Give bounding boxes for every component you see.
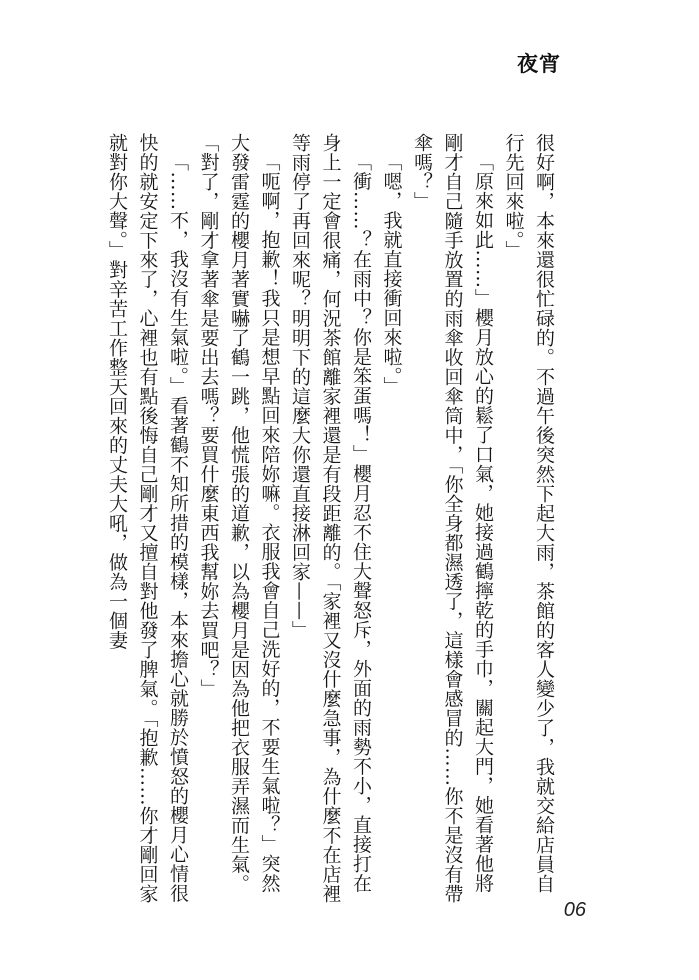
paragraph-2: 「原來如此……」櫻月放心的鬆了口氣，她接過鶴擰乾的手巾，關起大門，她看著他將剛才自己隨手放置的雨傘收回傘筒中，「你全身都濕透了，這樣會感冒的……你不是沒有帶傘嗎？」 [411, 133, 494, 904]
page-number: 06 [563, 899, 586, 921]
chapter-title: 夜宵 [517, 52, 561, 76]
paragraph-6: 「……不，我沒有生氣啦。」看著鶴不知所措的模樣，本來擔心就勝於憤怒的櫻月心情很快的就安定下來了，心裡也有點後悔自己剛才又擅自對他發了脾氣。「抱歉……你才剛回家就對你大聲。」對辛苦工作整天回來的丈夫大吼，做為一個妻 [106, 133, 189, 904]
paragraph-4: 「衝……？在雨中？你是笨蛋嗎！」櫻月忍不住大聲怒斥，外面的雨勢不小，直接打在身上一定會很痛，何況茶館離家裡還是有段距離的。「家裡又沒什麼急事，為什麼不在店裡等雨停了再回來呢？明明下的這麼大你還直接淋回家——」 [289, 133, 372, 904]
paragraph-5: 「呃啊，抱歉！我只是想早點回來陪妳嘛。衣服我會自己洗好的，不要生氣啦？」突然大發雷霆的櫻月著實嚇了鶴一跳，他慌張的道歉，以為櫻月是因為他把衣服弄濕而生氣。「對了，剛才拿著傘是要出去嗎？要買什麼東西我幫妳去買吧？」 [197, 133, 281, 894]
paragraph-1: 很好啊，本來還很忙碌的。不過午後突然下起大雨，茶館的客人變少了，我就交給店員自行先回來啦。」 [502, 133, 555, 894]
body-text [99, 133, 559, 908]
paragraph-3: 「嗯，我就直接衝回來啦。」 [380, 152, 403, 396]
